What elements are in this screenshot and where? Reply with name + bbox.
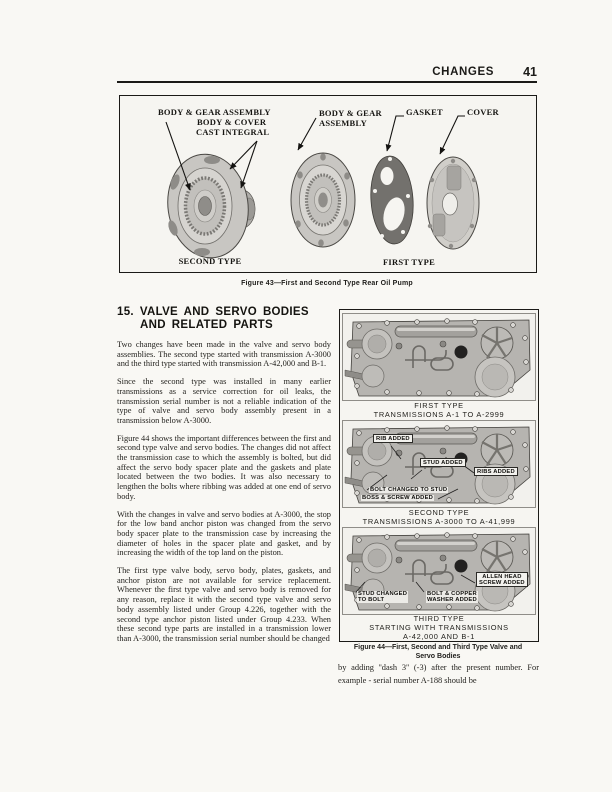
first-type-range: TRANSMISSIONS A-1 TO A-2999 bbox=[373, 410, 505, 419]
label-cover: COVER bbox=[467, 107, 499, 117]
second-type-label: SECOND TYPE bbox=[408, 508, 470, 517]
paragraph: With the changes in valve and servo bodies at A-3000, the stop for the low band anchor piston was changed from the servo body spacer plate to the transmission case by increasing the diameter of holes in the spacer plate and gasket, and by increasing the width of the top land on the piston. bbox=[117, 509, 331, 558]
callout-bolt-copper-washer bbox=[426, 591, 478, 603]
third-type-photo bbox=[342, 527, 536, 615]
section-heading bbox=[117, 306, 331, 332]
section-heading-line2: AND RELATED PARTS bbox=[140, 319, 273, 331]
second-type-range: TRANSMISSIONS A-3000 TO A-41,999 bbox=[362, 517, 516, 526]
paragraph: The first type valve body, servo body, plates, gaskets, and anchor piston are not available for service replacement. Whenever the first type valve and servo body is removed for any reason, replace it with the second type valve and servo body assembly listed under Group 4.226, together with the second type anchor piston listed under Group 4.233. When these second type parts are installed in a transmission lower than A-3000, the transmission serial number should be changed bbox=[117, 566, 331, 643]
figure-43 bbox=[119, 95, 537, 273]
cover-part bbox=[427, 157, 479, 249]
gasket-part bbox=[368, 155, 416, 246]
page-number: 41 bbox=[523, 65, 537, 79]
figure-43-caption: Figure 43—First and Second Type Rear Oil Pump bbox=[241, 280, 413, 287]
label-assembly-mid: ASSEMBLY bbox=[319, 118, 367, 128]
callout-boss-screw-added: BOSS & SCREW ADDED bbox=[362, 495, 434, 501]
label-body-cover: BODY & COVER bbox=[197, 117, 267, 127]
figure-44 bbox=[339, 309, 539, 642]
callout-allen-head-screw bbox=[476, 572, 528, 587]
paragraph: Since the second type was installed in many earlier transmissions as a service correction for oil leaks, the transmission serial number is not a reliable indication of the type of valve and servo body assembly present in a transmission below A-3000. bbox=[117, 377, 331, 425]
header-rule bbox=[117, 81, 537, 83]
callout-stud-line2: TO BOLT bbox=[358, 597, 385, 603]
third-type-label: THIRD TYPE bbox=[413, 614, 465, 623]
first-type-photo bbox=[342, 313, 536, 401]
label-gasket: GASKET bbox=[406, 107, 443, 117]
callout-allen-line2: SCREW ADDED bbox=[479, 579, 525, 586]
label-body-gear-assembly-left: BODY & GEAR ASSEMBLY bbox=[158, 107, 271, 117]
third-type-range-line2: A-42,000 AND B-1 bbox=[403, 632, 475, 641]
paragraph: Figure 44 shows the important differences between the first and second type valve and servo bodies. The changes did not affect the transmission case to which the assembly is bolted, but did affect the servo body spacer plate and the gaskets and plate located between the two bodies. It was also necessary to lengthen the bolts where ribbing was added at one end of servo body. bbox=[117, 433, 331, 501]
figure-44-caption-line1: Figure 44—First, Second and Third Type Valve and bbox=[353, 644, 523, 651]
figure-44-caption bbox=[337, 644, 539, 661]
label-cast-integral: CAST INTEGRAL bbox=[196, 127, 270, 137]
label-second-type: SECOND TYPE bbox=[178, 256, 242, 266]
third-type-range-line1: STARTING WITH TRANSMISSIONS bbox=[369, 623, 509, 632]
first-type-label: FIRST TYPE bbox=[414, 401, 464, 410]
body-text-column bbox=[117, 306, 331, 652]
second-type-photo bbox=[342, 420, 536, 508]
callout-stud-added: STUD ADDED bbox=[420, 458, 466, 467]
callout-bolt-line1: BOLT & COPPER bbox=[427, 591, 477, 597]
figure-44-caption-line2: Servo Bodies bbox=[415, 652, 461, 660]
callout-allen-line1: ALLEN HEAD bbox=[482, 573, 522, 580]
callout-bolt-line2: WASHER ADDED bbox=[427, 597, 477, 603]
page-header-title: CHANGES bbox=[432, 66, 494, 78]
label-body-gear-mid: BODY & GEAR bbox=[319, 108, 382, 118]
callout-rib-added: RIB ADDED bbox=[373, 434, 413, 443]
second-type-pump bbox=[161, 149, 255, 263]
continuation-text: by adding ''dash 3'' (-3) after the present number. For example - serial number A-188 should be bbox=[338, 663, 539, 685]
section-heading-line1: 15. VALVE AND SERVO BODIES bbox=[117, 306, 309, 318]
callout-bolt-changed-to-stud: BOLT CHANGED TO STUD bbox=[370, 487, 448, 493]
callout-ribs-added: RIBS ADDED bbox=[474, 467, 518, 476]
first-type-body-gear bbox=[291, 153, 355, 247]
label-first-type: FIRST TYPE bbox=[382, 257, 436, 267]
paragraph: Two changes have been made in the valve and servo body assemblies. The second type started with transmission A-3000 and the third type started with transmission A-42,000 and B-1. bbox=[117, 340, 331, 369]
callout-stud-changed-to-bolt bbox=[357, 591, 408, 603]
callout-stud-line1: STUD CHANGED bbox=[358, 591, 408, 597]
